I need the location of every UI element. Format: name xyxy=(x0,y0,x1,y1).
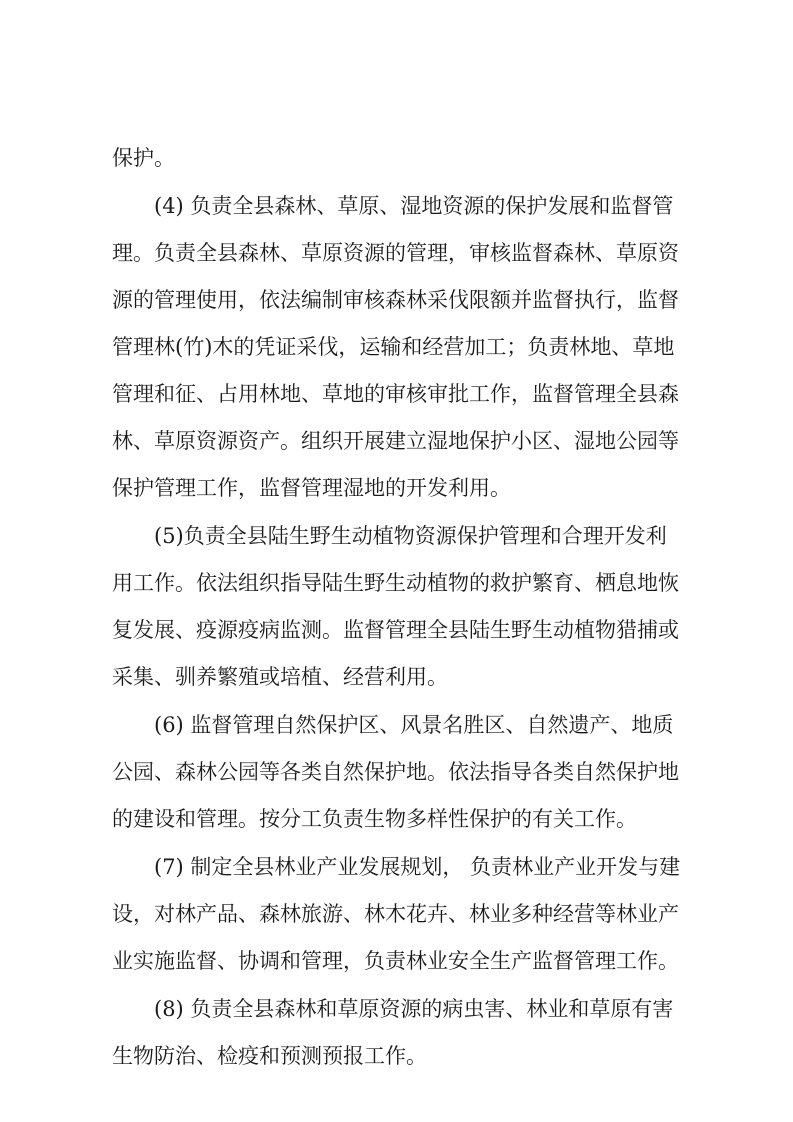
item-5-line-4: 采集、驯养繁殖或培植、经营利用。 xyxy=(112,665,448,689)
item-7-line-1: (7) 制定全县林业产业发展规划， 负责林业产业开发与建 xyxy=(154,855,681,879)
item-4-line-3: 源的管理使用，依法编制审核森林采伐限额并监督执行，监督 xyxy=(112,288,679,312)
item-5-line-2: 用工作。依法组织指导陆生野生动植物的救护繁育、栖息地恢 xyxy=(112,571,679,595)
item-8-line-2: 生物防治、检疫和预测预报工作。 xyxy=(112,1044,427,1068)
item-4-line-2: 理。负责全县森林、草原资源的管理，审核监督森林、草原资 xyxy=(112,241,679,265)
item-7-line-3: 业实施监督、协调和管理，负责林业安全生产监督管理工作。 xyxy=(112,949,679,973)
item-4-line-1: (4) 负责全县森林、草原、湿地资源的保护发展和监督管 xyxy=(154,194,674,218)
item-8-line-1: (8) 负责全县森林和草原资源的病虫害、林业和草原有害 xyxy=(154,997,674,1021)
item-4-line-4: 管理林(竹)木的凭证采伐，运输和经营加工；负责林地、草地 xyxy=(112,335,675,359)
item-6-line-2: 公园、森林公园等各类自然保护地。依法指导各类自然保护地 xyxy=(112,760,679,784)
item-7-line-2: 设，对林产品、森林旅游、林木花卉、林业多种经营等林业产 xyxy=(112,902,679,926)
item-5-line-1: (5)负责全县陆生野生动植物资源保护管理和合理开发利 xyxy=(154,524,667,548)
item-4-line-5: 管理和征、占用林地、草地的审核审批工作，监督管理全县森 xyxy=(112,382,679,406)
item-4-line-6: 林、草原资源资产。组织开展建立湿地保护小区、湿地公园等 xyxy=(112,429,679,453)
paragraph-3-continuation: 保护。 xyxy=(112,146,175,170)
item-5-line-3: 复发展、疫源疫病监测。监督管理全县陆生野生动植物猎捕或 xyxy=(112,618,679,642)
item-6-line-3: 的建设和管理。按分工负责生物多样性保护的有关工作。 xyxy=(112,807,637,831)
item-6-line-1: (6) 监督管理自然保护区、风景名胜区、自然遗产、地质 xyxy=(154,713,674,737)
item-4-line-7: 保护管理工作，监督管理湿地的开发利用。 xyxy=(112,476,511,500)
